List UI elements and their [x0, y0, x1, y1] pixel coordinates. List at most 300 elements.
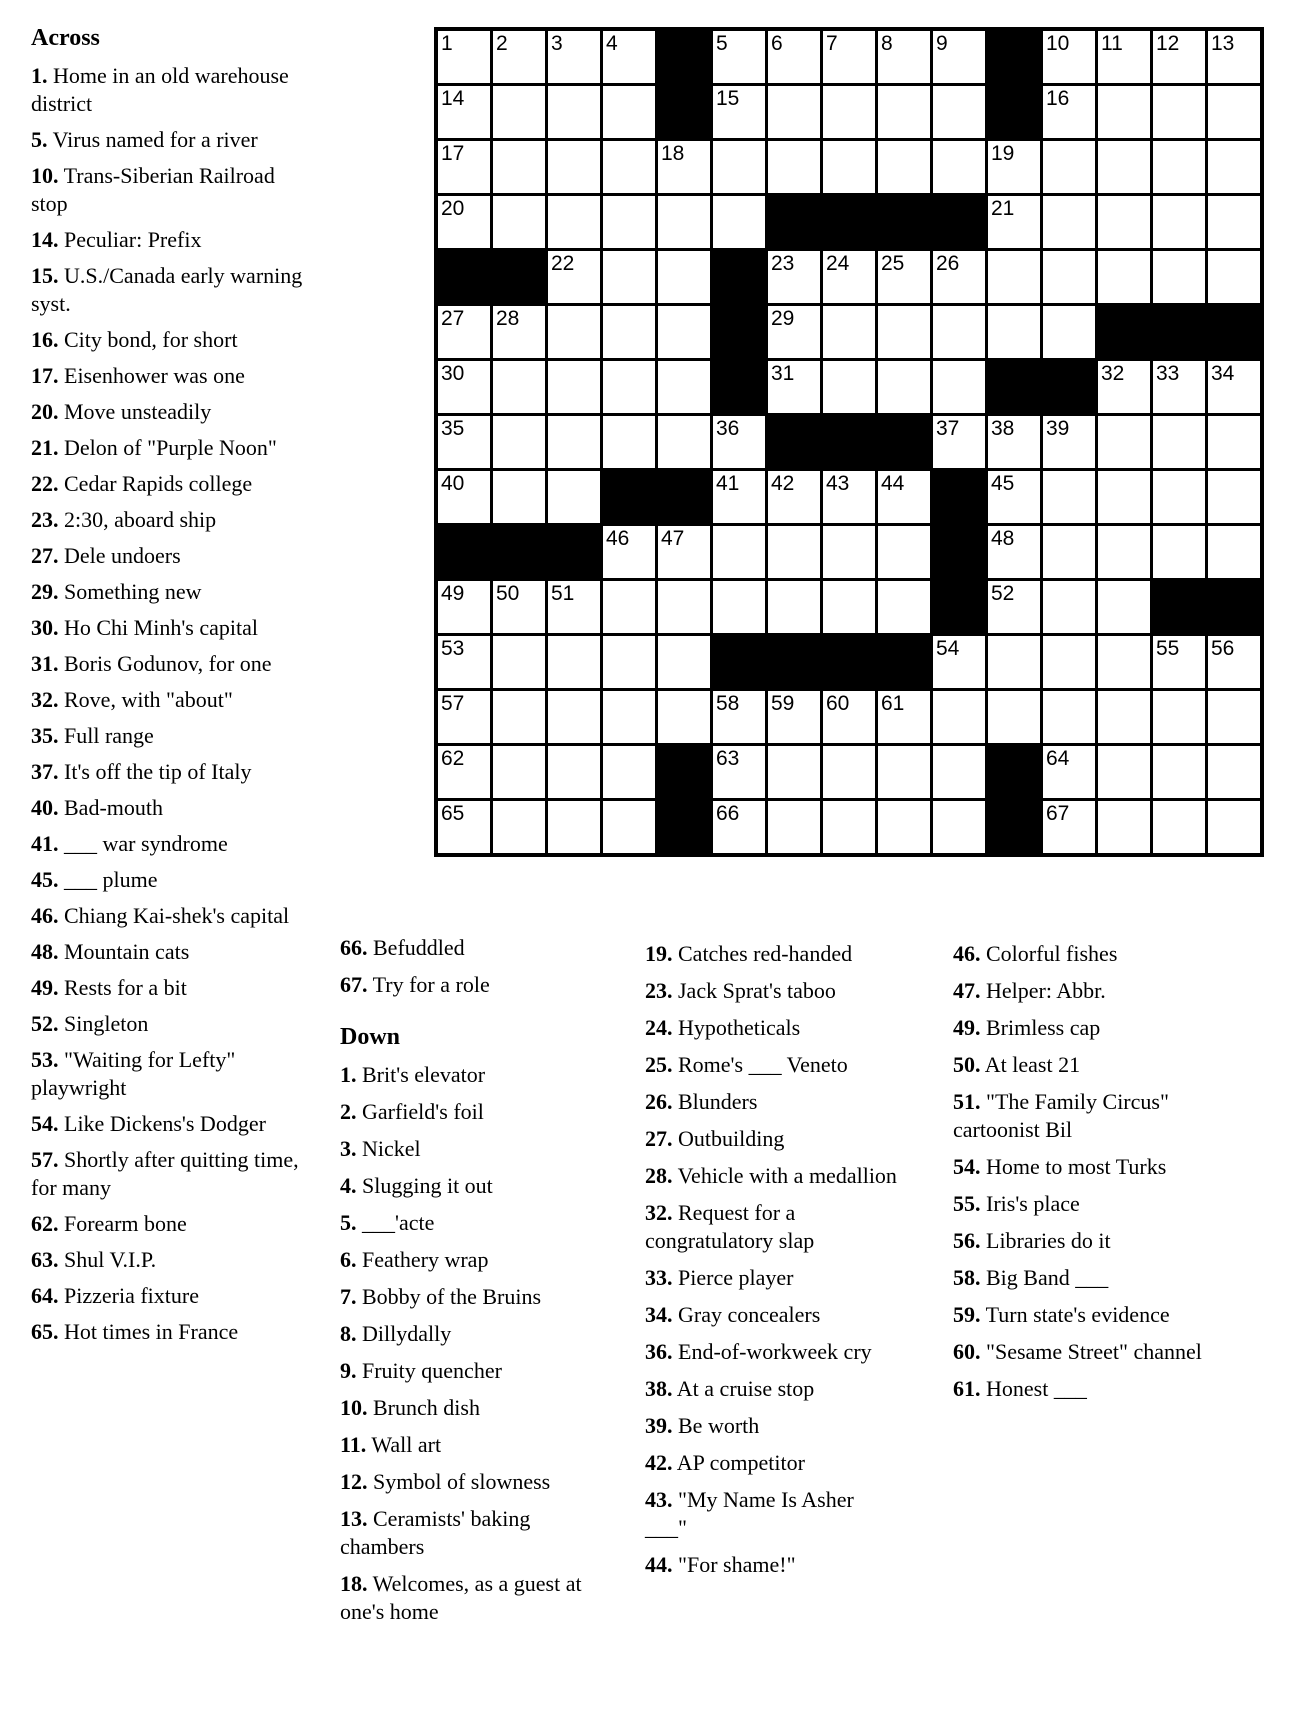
- cell-number: 32: [1101, 362, 1125, 385]
- grid-cell[interactable]: [878, 691, 930, 743]
- grid-cell[interactable]: [823, 691, 875, 743]
- clue-number: 6.: [340, 1247, 357, 1272]
- clue-across-21: 21. Delon of "Purple Noon": [31, 435, 277, 460]
- clue-number: 4.: [340, 1173, 357, 1198]
- grid-cell[interactable]: [1153, 636, 1205, 688]
- grid-cell[interactable]: [548, 86, 600, 138]
- grid-cell[interactable]: [603, 581, 655, 633]
- clue-number: 54.: [953, 1154, 981, 1179]
- grid-cell[interactable]: [438, 141, 490, 193]
- grid-cell[interactable]: [1043, 801, 1095, 853]
- grid-cell[interactable]: [878, 801, 930, 853]
- clue-across-65: 65. Hot times in France: [31, 1319, 239, 1344]
- grid-cell[interactable]: [548, 636, 600, 688]
- clue-number: 44.: [645, 1552, 673, 1577]
- grid-cell[interactable]: [823, 306, 875, 358]
- grid-cell[interactable]: [713, 581, 765, 633]
- grid-cell[interactable]: [493, 471, 545, 523]
- grid-cell[interactable]: [1153, 361, 1205, 413]
- cell-number: 18: [661, 142, 685, 165]
- clue-down-38: 38. At a cruise stop: [645, 1376, 815, 1401]
- grid-cell[interactable]: [823, 471, 875, 523]
- clue-down-27: 27. Outbuilding: [645, 1126, 785, 1151]
- cell-number: 23: [771, 252, 795, 275]
- grid-cell[interactable]: [603, 526, 655, 578]
- grid-cell[interactable]: [1098, 416, 1150, 468]
- grid-cell[interactable]: [548, 196, 600, 248]
- grid-cell[interactable]: [988, 251, 1040, 303]
- grid-cell[interactable]: [1208, 636, 1260, 688]
- grid-cell[interactable]: [493, 416, 545, 468]
- clue-across-27: 27. Dele undoers: [31, 543, 181, 568]
- cell-number: 54: [936, 637, 960, 660]
- clue-number: 58.: [953, 1265, 981, 1290]
- cell-number: 56: [1211, 637, 1235, 660]
- grid-cell[interactable]: [1153, 691, 1205, 743]
- grid-cell[interactable]: [1153, 251, 1205, 303]
- clue-across-30: 30. Ho Chi Minh's capital: [31, 615, 259, 640]
- grid-cell[interactable]: [548, 471, 600, 523]
- grid-cell[interactable]: [933, 636, 985, 688]
- clue-number: 14.: [31, 227, 59, 252]
- clue-down-56: 56. Libraries do it: [953, 1228, 1111, 1253]
- clue-number: 10.: [31, 163, 59, 188]
- grid-cell[interactable]: [493, 581, 545, 633]
- grid-cell[interactable]: [658, 361, 710, 413]
- grid-cell[interactable]: [768, 361, 820, 413]
- black-square: [823, 416, 875, 468]
- grid-cell[interactable]: [1208, 471, 1260, 523]
- cell-number: 37: [936, 417, 960, 440]
- black-square: [878, 636, 930, 688]
- grid-cell[interactable]: [988, 526, 1040, 578]
- cell-number: 22: [551, 252, 575, 275]
- grid-cell[interactable]: [823, 801, 875, 853]
- grid-cell[interactable]: [1098, 471, 1150, 523]
- grid-cell[interactable]: [603, 141, 655, 193]
- clue-number: 62.: [31, 1211, 59, 1236]
- clue-number: 31.: [31, 651, 59, 676]
- clue-number: 36.: [645, 1339, 673, 1364]
- grid-cell[interactable]: [713, 746, 765, 798]
- grid-cell[interactable]: [713, 86, 765, 138]
- cell-number: 34: [1211, 362, 1235, 385]
- cell-number: 30: [441, 362, 465, 385]
- cell-number: 51: [551, 582, 575, 605]
- cell-number: 21: [991, 197, 1015, 220]
- clue-number: 9.: [340, 1358, 357, 1383]
- clue-number: 22.: [31, 471, 59, 496]
- grid-cell[interactable]: [438, 361, 490, 413]
- grid-cell[interactable]: [1153, 471, 1205, 523]
- grid-cell[interactable]: [1098, 251, 1150, 303]
- grid-cell[interactable]: [1098, 801, 1150, 853]
- grid-cell[interactable]: [603, 31, 655, 83]
- grid-cell[interactable]: [438, 31, 490, 83]
- grid-cell[interactable]: [493, 196, 545, 248]
- grid-cell[interactable]: [1153, 801, 1205, 853]
- grid-cell[interactable]: [1098, 141, 1150, 193]
- grid-cell[interactable]: [933, 251, 985, 303]
- grid-cell[interactable]: [658, 141, 710, 193]
- grid-cell[interactable]: [1208, 361, 1260, 413]
- grid-cell[interactable]: [438, 86, 490, 138]
- grid-cell[interactable]: [1098, 86, 1150, 138]
- clue-across-5: 5. Virus named for a river: [31, 127, 258, 152]
- grid-cell[interactable]: [823, 581, 875, 633]
- grid-cell[interactable]: [438, 746, 490, 798]
- cell-number: 65: [441, 802, 465, 825]
- clue-across-57: 57. Shortly after quitting time, for many: [31, 1147, 299, 1200]
- clue-number: 26.: [645, 1089, 673, 1114]
- down-clues-column-2: [645, 940, 897, 1588]
- grid-cell[interactable]: [1043, 31, 1095, 83]
- clue-number: 55.: [953, 1191, 981, 1216]
- clue-number: 40.: [31, 795, 59, 820]
- grid-cell[interactable]: [1098, 361, 1150, 413]
- clue-down-2: 2. Garfield's foil: [340, 1099, 484, 1124]
- grid-cell[interactable]: [713, 141, 765, 193]
- black-square: [658, 31, 710, 83]
- clue-number: 11.: [340, 1432, 367, 1457]
- grid-cell[interactable]: [1208, 86, 1260, 138]
- grid-cell[interactable]: [988, 416, 1040, 468]
- cell-number: 62: [441, 747, 465, 770]
- grid-cell[interactable]: [933, 416, 985, 468]
- clue-number: 23.: [645, 978, 673, 1003]
- grid-cell[interactable]: [1153, 196, 1205, 248]
- grid-cell[interactable]: [548, 141, 600, 193]
- grid-cell[interactable]: [658, 526, 710, 578]
- grid-cell[interactable]: [878, 471, 930, 523]
- grid-cell[interactable]: [438, 196, 490, 248]
- clue-down-11: 11. Wall art: [340, 1432, 442, 1457]
- grid-cell[interactable]: [548, 801, 600, 853]
- grid-cell[interactable]: [548, 361, 600, 413]
- clue-number: 12.: [340, 1469, 368, 1494]
- grid-cell[interactable]: [1208, 746, 1260, 798]
- grid-cell[interactable]: [1153, 141, 1205, 193]
- grid-cell[interactable]: [878, 86, 930, 138]
- grid-cell[interactable]: [1208, 196, 1260, 248]
- grid-cell[interactable]: [713, 31, 765, 83]
- grid-cell[interactable]: [933, 801, 985, 853]
- grid-cell[interactable]: [768, 141, 820, 193]
- grid-cell[interactable]: [548, 581, 600, 633]
- cell-number: 17: [441, 142, 465, 165]
- grid-cell[interactable]: [768, 581, 820, 633]
- grid-cell[interactable]: [878, 306, 930, 358]
- grid-cell[interactable]: [1043, 251, 1095, 303]
- grid-cell[interactable]: [1153, 746, 1205, 798]
- across-clues-column: [31, 24, 315, 1354]
- cell-number: 7: [826, 32, 838, 55]
- cell-number: 57: [441, 692, 465, 715]
- grid-cell[interactable]: [1043, 471, 1095, 523]
- grid-cell[interactable]: [1043, 196, 1095, 248]
- clue-number: 59.: [953, 1302, 981, 1327]
- clue-number: 25.: [645, 1052, 673, 1077]
- clue-down-49: 49. Brimless cap: [953, 1015, 1101, 1040]
- cell-number: 53: [441, 637, 465, 660]
- grid-cell[interactable]: [713, 416, 765, 468]
- grid-cell[interactable]: [933, 141, 985, 193]
- grid-cell[interactable]: [933, 746, 985, 798]
- grid-cell[interactable]: [768, 801, 820, 853]
- grid-cell[interactable]: [493, 746, 545, 798]
- black-square: [438, 251, 490, 303]
- grid-cell[interactable]: [933, 306, 985, 358]
- clue-number: 1.: [31, 63, 48, 88]
- cell-number: 46: [606, 527, 630, 550]
- grid-cell[interactable]: [768, 471, 820, 523]
- grid-cell[interactable]: [878, 526, 930, 578]
- grid-cell[interactable]: [603, 636, 655, 688]
- grid-cell[interactable]: [1098, 196, 1150, 248]
- grid-cell[interactable]: [493, 361, 545, 413]
- clue-down-36: 36. End-of-workweek cry: [645, 1339, 872, 1364]
- grid-cell[interactable]: [713, 526, 765, 578]
- clue-number: 33.: [645, 1265, 673, 1290]
- cell-number: 24: [826, 252, 850, 275]
- grid-cell[interactable]: [658, 581, 710, 633]
- grid-cell[interactable]: [988, 471, 1040, 523]
- cell-number: 44: [881, 472, 905, 495]
- clue-across-17: 17. Eisenhower was one: [31, 363, 245, 388]
- grid-cell[interactable]: [603, 86, 655, 138]
- grid-cell[interactable]: [823, 251, 875, 303]
- crossword-grid: [434, 27, 1264, 857]
- black-square: [823, 196, 875, 248]
- grid-cell[interactable]: [658, 636, 710, 688]
- grid-cell[interactable]: [1043, 306, 1095, 358]
- grid-cell[interactable]: [933, 361, 985, 413]
- black-square: [933, 471, 985, 523]
- grid-cell[interactable]: [1043, 581, 1095, 633]
- clue-number: 57.: [31, 1147, 59, 1172]
- cell-number: 15: [716, 87, 740, 110]
- grid-cell[interactable]: [603, 196, 655, 248]
- grid-cell[interactable]: [438, 581, 490, 633]
- grid-cell[interactable]: [823, 31, 875, 83]
- grid-cell[interactable]: [438, 306, 490, 358]
- grid-cell[interactable]: [603, 251, 655, 303]
- grid-cell[interactable]: [603, 691, 655, 743]
- grid-cell[interactable]: [1098, 691, 1150, 743]
- clue-number: 37.: [31, 759, 59, 784]
- grid-cell[interactable]: [493, 691, 545, 743]
- grid-cell[interactable]: [1153, 31, 1205, 83]
- grid-cell[interactable]: [768, 746, 820, 798]
- grid-cell[interactable]: [988, 306, 1040, 358]
- grid-cell[interactable]: [768, 31, 820, 83]
- grid-cell[interactable]: [988, 691, 1040, 743]
- black-square: [658, 746, 710, 798]
- cell-number: 3: [551, 32, 563, 55]
- clue-across-54: 54. Like Dickens's Dodger: [31, 1111, 266, 1136]
- black-square: [878, 196, 930, 248]
- grid-cell[interactable]: [1043, 636, 1095, 688]
- grid-cell[interactable]: [1208, 416, 1260, 468]
- grid-cell[interactable]: [1098, 31, 1150, 83]
- grid-cell[interactable]: [1098, 746, 1150, 798]
- clue-down-39: 39. Be worth: [645, 1413, 760, 1438]
- grid-cell[interactable]: [823, 361, 875, 413]
- clue-down-50: 50. At least 21: [953, 1052, 1081, 1077]
- grid-cell[interactable]: [658, 251, 710, 303]
- black-square: [438, 526, 490, 578]
- grid-cell[interactable]: [438, 691, 490, 743]
- clue-down-32: 32. Request for a congratulatory slap: [645, 1200, 815, 1253]
- grid-cell[interactable]: [603, 801, 655, 853]
- grid-cell[interactable]: [768, 251, 820, 303]
- black-square: [658, 801, 710, 853]
- grid-cell[interactable]: [878, 251, 930, 303]
- grid-cell[interactable]: [603, 416, 655, 468]
- grid-cell[interactable]: [438, 416, 490, 468]
- grid-cell[interactable]: [438, 471, 490, 523]
- black-square: [1098, 306, 1150, 358]
- grid-cell[interactable]: [548, 691, 600, 743]
- grid-cell[interactable]: [603, 746, 655, 798]
- clue-down-47: 47. Helper: Abbr.: [953, 978, 1106, 1003]
- grid-cell[interactable]: [878, 361, 930, 413]
- grid-cell[interactable]: [823, 746, 875, 798]
- grid-cell[interactable]: [933, 86, 985, 138]
- cell-number: 20: [441, 197, 465, 220]
- black-square: [1153, 581, 1205, 633]
- clue-number: 32.: [31, 687, 59, 712]
- grid-cell[interactable]: [1208, 141, 1260, 193]
- grid-cell[interactable]: [988, 636, 1040, 688]
- grid-cell[interactable]: [658, 416, 710, 468]
- clue-across-16: 16. City bond, for short: [31, 327, 238, 352]
- clue-number: 46.: [31, 903, 59, 928]
- grid-cell[interactable]: [548, 31, 600, 83]
- grid-cell[interactable]: [1208, 31, 1260, 83]
- grid-cell[interactable]: [493, 306, 545, 358]
- grid-cell[interactable]: [1043, 416, 1095, 468]
- clue-number: 66.: [340, 935, 368, 960]
- clue-number: 47.: [953, 978, 981, 1003]
- grid-cell[interactable]: [768, 306, 820, 358]
- cell-number: 59: [771, 692, 795, 715]
- cell-number: 47: [661, 527, 685, 550]
- grid-cell[interactable]: [438, 801, 490, 853]
- clue-number: 3.: [340, 1136, 357, 1161]
- clue-number: 27.: [31, 543, 59, 568]
- clue-down-25: 25. Rome's ___ Veneto: [645, 1052, 848, 1077]
- grid-cell[interactable]: [1098, 581, 1150, 633]
- black-square: [988, 86, 1040, 138]
- grid-cell[interactable]: [823, 141, 875, 193]
- grid-cell[interactable]: [548, 416, 600, 468]
- grid-cell[interactable]: [438, 636, 490, 688]
- clue-number: 27.: [645, 1126, 673, 1151]
- grid-cell[interactable]: [933, 691, 985, 743]
- clue-number: 65.: [31, 1319, 59, 1344]
- grid-cell[interactable]: [1208, 526, 1260, 578]
- grid-cell[interactable]: [823, 526, 875, 578]
- grid-cell[interactable]: [1098, 526, 1150, 578]
- grid-cell[interactable]: [548, 746, 600, 798]
- grid-cell[interactable]: [1208, 801, 1260, 853]
- grid-cell[interactable]: [603, 361, 655, 413]
- grid-cell[interactable]: [658, 306, 710, 358]
- grid-cell[interactable]: [658, 691, 710, 743]
- grid-cell[interactable]: [1043, 526, 1095, 578]
- grid-cell[interactable]: [548, 251, 600, 303]
- grid-cell[interactable]: [988, 196, 1040, 248]
- grid-cell[interactable]: [713, 471, 765, 523]
- grid-cell[interactable]: [1208, 691, 1260, 743]
- clue-across-48: 48. Mountain cats: [31, 939, 190, 964]
- grid-cell[interactable]: [1098, 636, 1150, 688]
- cell-number: 61: [881, 692, 905, 715]
- cell-number: 1: [441, 32, 453, 55]
- clue-across-46: 46. Chiang Kai-shek's capital: [31, 903, 290, 928]
- grid-cell[interactable]: [1043, 86, 1095, 138]
- black-square: [988, 31, 1040, 83]
- grid-cell[interactable]: [493, 86, 545, 138]
- grid-cell[interactable]: [878, 746, 930, 798]
- grid-cell[interactable]: [603, 306, 655, 358]
- clue-down-9: 9. Fruity quencher: [340, 1358, 502, 1383]
- cell-number: 38: [991, 417, 1015, 440]
- grid-cell[interactable]: [878, 31, 930, 83]
- grid-cell[interactable]: [713, 691, 765, 743]
- clue-across-15: 15. U.S./Canada early warning syst.: [31, 263, 303, 316]
- grid-cell[interactable]: [1043, 141, 1095, 193]
- cell-number: 39: [1046, 417, 1070, 440]
- grid-cell[interactable]: [493, 31, 545, 83]
- grid-cell[interactable]: [768, 86, 820, 138]
- black-square: [493, 251, 545, 303]
- grid-cell[interactable]: [988, 581, 1040, 633]
- clue-number: 2.: [340, 1099, 357, 1124]
- grid-cell[interactable]: [548, 306, 600, 358]
- cell-number: 48: [991, 527, 1015, 550]
- grid-cell[interactable]: [988, 141, 1040, 193]
- grid-cell[interactable]: [1153, 416, 1205, 468]
- grid-cell[interactable]: [713, 196, 765, 248]
- grid-cell[interactable]: [1208, 251, 1260, 303]
- grid-cell[interactable]: [1153, 86, 1205, 138]
- clue-number: 5.: [340, 1210, 357, 1235]
- grid-cell[interactable]: [493, 141, 545, 193]
- grid-cell[interactable]: [1153, 526, 1205, 578]
- grid-cell[interactable]: [493, 801, 545, 853]
- grid-cell[interactable]: [768, 691, 820, 743]
- grid-cell[interactable]: [878, 581, 930, 633]
- grid-cell[interactable]: [933, 31, 985, 83]
- grid-cell[interactable]: [713, 801, 765, 853]
- grid-cell[interactable]: [658, 196, 710, 248]
- grid-cell[interactable]: [1043, 691, 1095, 743]
- clue-number: 54.: [31, 1111, 59, 1136]
- clue-number: 29.: [31, 579, 59, 604]
- grid-cell[interactable]: [823, 86, 875, 138]
- grid-cell[interactable]: [1043, 746, 1095, 798]
- clue-number: 18.: [340, 1571, 368, 1596]
- grid-cell[interactable]: [493, 636, 545, 688]
- clue-across-62: 62. Forearm bone: [31, 1211, 187, 1236]
- cell-number: 35: [441, 417, 465, 440]
- cell-number: 14: [441, 87, 465, 110]
- clue-across-32: 32. Rove, with "about": [31, 687, 233, 712]
- grid-cell[interactable]: [768, 526, 820, 578]
- grid-cell[interactable]: [878, 141, 930, 193]
